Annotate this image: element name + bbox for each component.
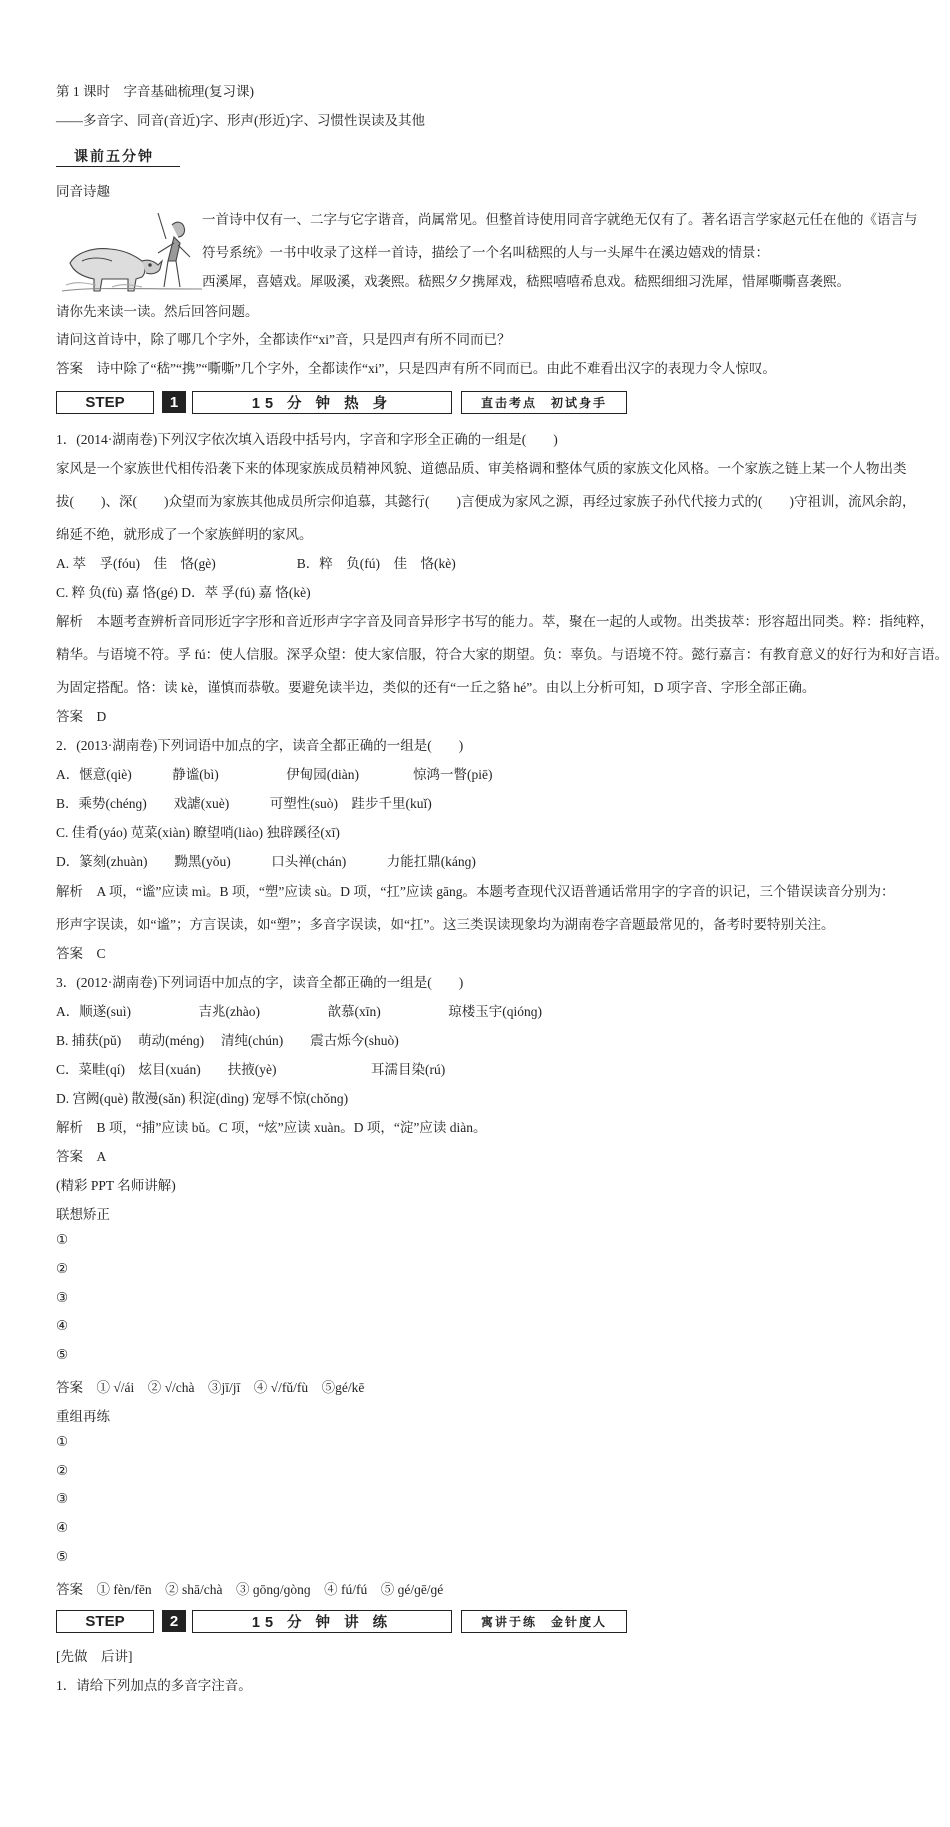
regroup-item-5: ⑤ bbox=[56, 1549, 69, 1564]
q3-analysis: 解析 B 项，“捕”应读 bǔ。C 项，“炫”应读 xuàn。D 项，“淀”应读 diàn。 bbox=[56, 1120, 487, 1135]
warmup-instruction: 请你先来读一读。然后回答问题。 bbox=[56, 304, 259, 319]
q3-option-d: D. 宫阙(què) 散漫(sǎn) 积淀(dìnɡ) 宠辱不惊(chǒnɡ) bbox=[56, 1091, 349, 1106]
regroup-item-1: ① bbox=[56, 1434, 69, 1449]
assoc-heading: 联想矫正 bbox=[56, 1207, 110, 1222]
q1-options-ab: A. 萃 孚(fóu) 佳 恪(gè) B．粹 负(fú) 佳 恪(kè) bbox=[56, 556, 456, 571]
rhino-illustration bbox=[62, 203, 202, 295]
q3-answer: 答案 A bbox=[56, 1149, 107, 1164]
q3-option-a: A．顺遂(suì) 吉兆(zhào) 歆慕(xīn) 琼楼玉宇(qiónɡ) bbox=[56, 1004, 542, 1019]
assoc-item-1: ① bbox=[56, 1232, 69, 1247]
practice-item-1: 1．请给下列加点的多音字注音。 bbox=[56, 1678, 252, 1693]
step-label: STEP bbox=[56, 391, 154, 414]
regroup-answer: 答案 ① fèn/fēn ② shā/chà ③ ɡōnɡ/ɡònɡ ④ fú/fú ⑤ ɡé/ɡē/ɡé bbox=[56, 1582, 444, 1597]
q1-analysis-3: 为固定搭配。恪：读 kè，谨慎而恭敬。要避免读半边，类似的还有“一丘之貉 hé”。由以上分析可知，D 项字音、字形全部正确。 bbox=[56, 680, 816, 695]
assoc-item-3: ③ bbox=[56, 1290, 69, 1305]
step-label: STEP bbox=[56, 1610, 154, 1633]
assoc-item-4: ④ bbox=[56, 1318, 69, 1333]
ppt-note: (精彩 PPT 名师讲解) bbox=[56, 1178, 176, 1193]
step-number: 2 bbox=[162, 1610, 186, 1632]
q2-answer: 答案 C bbox=[56, 946, 106, 961]
q1-analysis-2: 精华。与语境不符。孚 fú：使人信服。深孚众望：使大家信服，符合大家的期望。负：辜负。与语境不符。懿行嘉言：有教育意义的好行为和好言语。 bbox=[56, 647, 949, 662]
q1-stem: 1．(2014·湖南卷)下列汉字依次填入语段中括号内，字音和字形全正确的一组是( ) bbox=[56, 432, 558, 447]
q2-option-a: A．惬意(qiè) 静谧(bì) 伊甸园(diàn) 惊鸿一瞥(piē) bbox=[56, 767, 493, 782]
q1-answer: 答案 D bbox=[56, 709, 107, 724]
q2-analysis-1: 解析 A 项，“谧”应读 mì。B 项，“塑”应读 sù。D 项，“扛”应读 gāng。本题考查现代汉语普通话常用字的字音的识记，三个错误读音分别为： bbox=[56, 884, 895, 899]
q2-option-b: B．乘势(chénɡ) 戏謔(xuè) 可塑性(suò) 跬步千里(kuǐ) bbox=[56, 796, 432, 811]
regroup-item-4: ④ bbox=[56, 1520, 69, 1535]
step-tagline: 直击考点 初试身手 bbox=[461, 391, 627, 414]
q3-option-b: B. 捕获(pǔ) 萌动(ménɡ) 清纯(chún) 震古烁今(shuò) bbox=[56, 1033, 399, 1048]
q2-option-c: C. 佳肴(yáo) 苋菜(xiàn) 瞭望哨(liào) 独辟蹊径(xī) bbox=[56, 825, 340, 840]
practice-order: [先做 后讲] bbox=[56, 1649, 133, 1664]
warmup-para-2: 符号系统》一书中收录了这样一首诗，描绘了一个名叫嵇熙的人与一头犀牛在溪边嬉戏的情景： bbox=[202, 245, 769, 260]
warmup-question: 请问这首诗中，除了哪几个字外，全都读作“xi”音，只是四声有所不同而已？ bbox=[56, 332, 511, 347]
q2-analysis-2: 形声字误读，如“谧”；方言误读，如“塑”；多音字误读，如“扛”。这三类误读现象均为湖南卷字音题最常见的，备考时要特别关注。 bbox=[56, 917, 835, 932]
warmup-heading: 同音诗趣 bbox=[56, 184, 110, 199]
warmup-para-1: 一首诗中仅有一、二字与它字谐音，尚属常见。但整首诗使用同音字就绝无仅有了。著名语言学家赵元任在他的《语言与 bbox=[202, 212, 918, 227]
q2-option-d: D．篆刻(zhuàn) 黝黑(yǒu) 口头禅(chán) 力能扛鼎(kánɡ) bbox=[56, 854, 476, 869]
step-number: 1 bbox=[162, 391, 186, 413]
q1-passage-3: 绵延不绝，就形成了一个家族鲜明的家风。 bbox=[56, 527, 313, 542]
q1-options-cd: C. 粹 负(fù) 嘉 恪(gé) D．萃 孚(fú) 嘉 恪(kè) bbox=[56, 585, 311, 600]
regroup-item-2: ② bbox=[56, 1463, 69, 1478]
step-title: 15 分 钟 讲 练 bbox=[192, 1610, 452, 1633]
warmup-answer: 答案 诗中除了“嵇”“携”“嘶嘶”几个字外，全都读作“xi”，只是四声有所不同而已。由此不难看出汉字的表现力令人惊叹。 bbox=[56, 361, 776, 376]
assoc-answer: 答案 ① √/ái ② √/chà ③jī/jī ④ √/fǔ/fù ⑤gé/kē bbox=[56, 1380, 365, 1395]
section-label: 课前五分钟 bbox=[56, 146, 180, 167]
q2-stem: 2．(2013·湖南卷)下列词语中加点的字，读音全都正确的一组是( ) bbox=[56, 738, 464, 753]
q1-passage-2: 拔( )、深( )众望而为家族其他成员所宗仰追慕，其懿行( )言便成为家风之源，再经过家族子孙代代接力式的( )守祖训，流风余韵， bbox=[56, 494, 916, 509]
step-2-banner bbox=[56, 1609, 627, 1633]
warmup-poem: 西溪犀，喜嬉戏。犀吸溪，戏袭熙。嵇熙夕夕携犀戏，嵇熙嘻嘻希息戏。嵇熙细细习洗犀，惜犀嘶嘶喜袭熙。 bbox=[202, 274, 850, 289]
step-tagline: 寓讲于练 金针度人 bbox=[461, 1610, 627, 1633]
lesson-subtitle: ——多音字、同音(音近)字、形声(形近)字、习惯性误读及其他 bbox=[56, 113, 425, 128]
assoc-item-5: ⑤ bbox=[56, 1347, 69, 1362]
q1-analysis-1: 解析 本题考查辨析音同形近字字形和音近形声字字音及同音异形字书写的能力。萃，聚在一起的人或物。出类拔萃：形容超出同类。粹：指纯粹， bbox=[56, 614, 934, 629]
step-1-banner bbox=[56, 390, 627, 414]
lesson-title: 第 1 课时 字音基础梳理(复习课) bbox=[56, 84, 254, 99]
regroup-heading: 重组再练 bbox=[56, 1409, 110, 1424]
q3-stem: 3．(2012·湖南卷)下列词语中加点的字，读音全都正确的一组是( ) bbox=[56, 975, 464, 990]
regroup-item-3: ③ bbox=[56, 1491, 69, 1506]
step-title: 15 分 钟 热 身 bbox=[192, 391, 452, 414]
q1-passage-1: 家风是一个家族世代相传沿袭下来的体现家族成员精神风貌、道德品质、审美格调和整体气质的家族文化风格。一个家族之链上某一个人物出类 bbox=[56, 461, 907, 476]
assoc-item-2: ② bbox=[56, 1261, 69, 1276]
q3-option-c: C．菜畦(qí) 炫目(xuán) 扶掖(yè) 耳濡目染(rú) bbox=[56, 1062, 446, 1077]
